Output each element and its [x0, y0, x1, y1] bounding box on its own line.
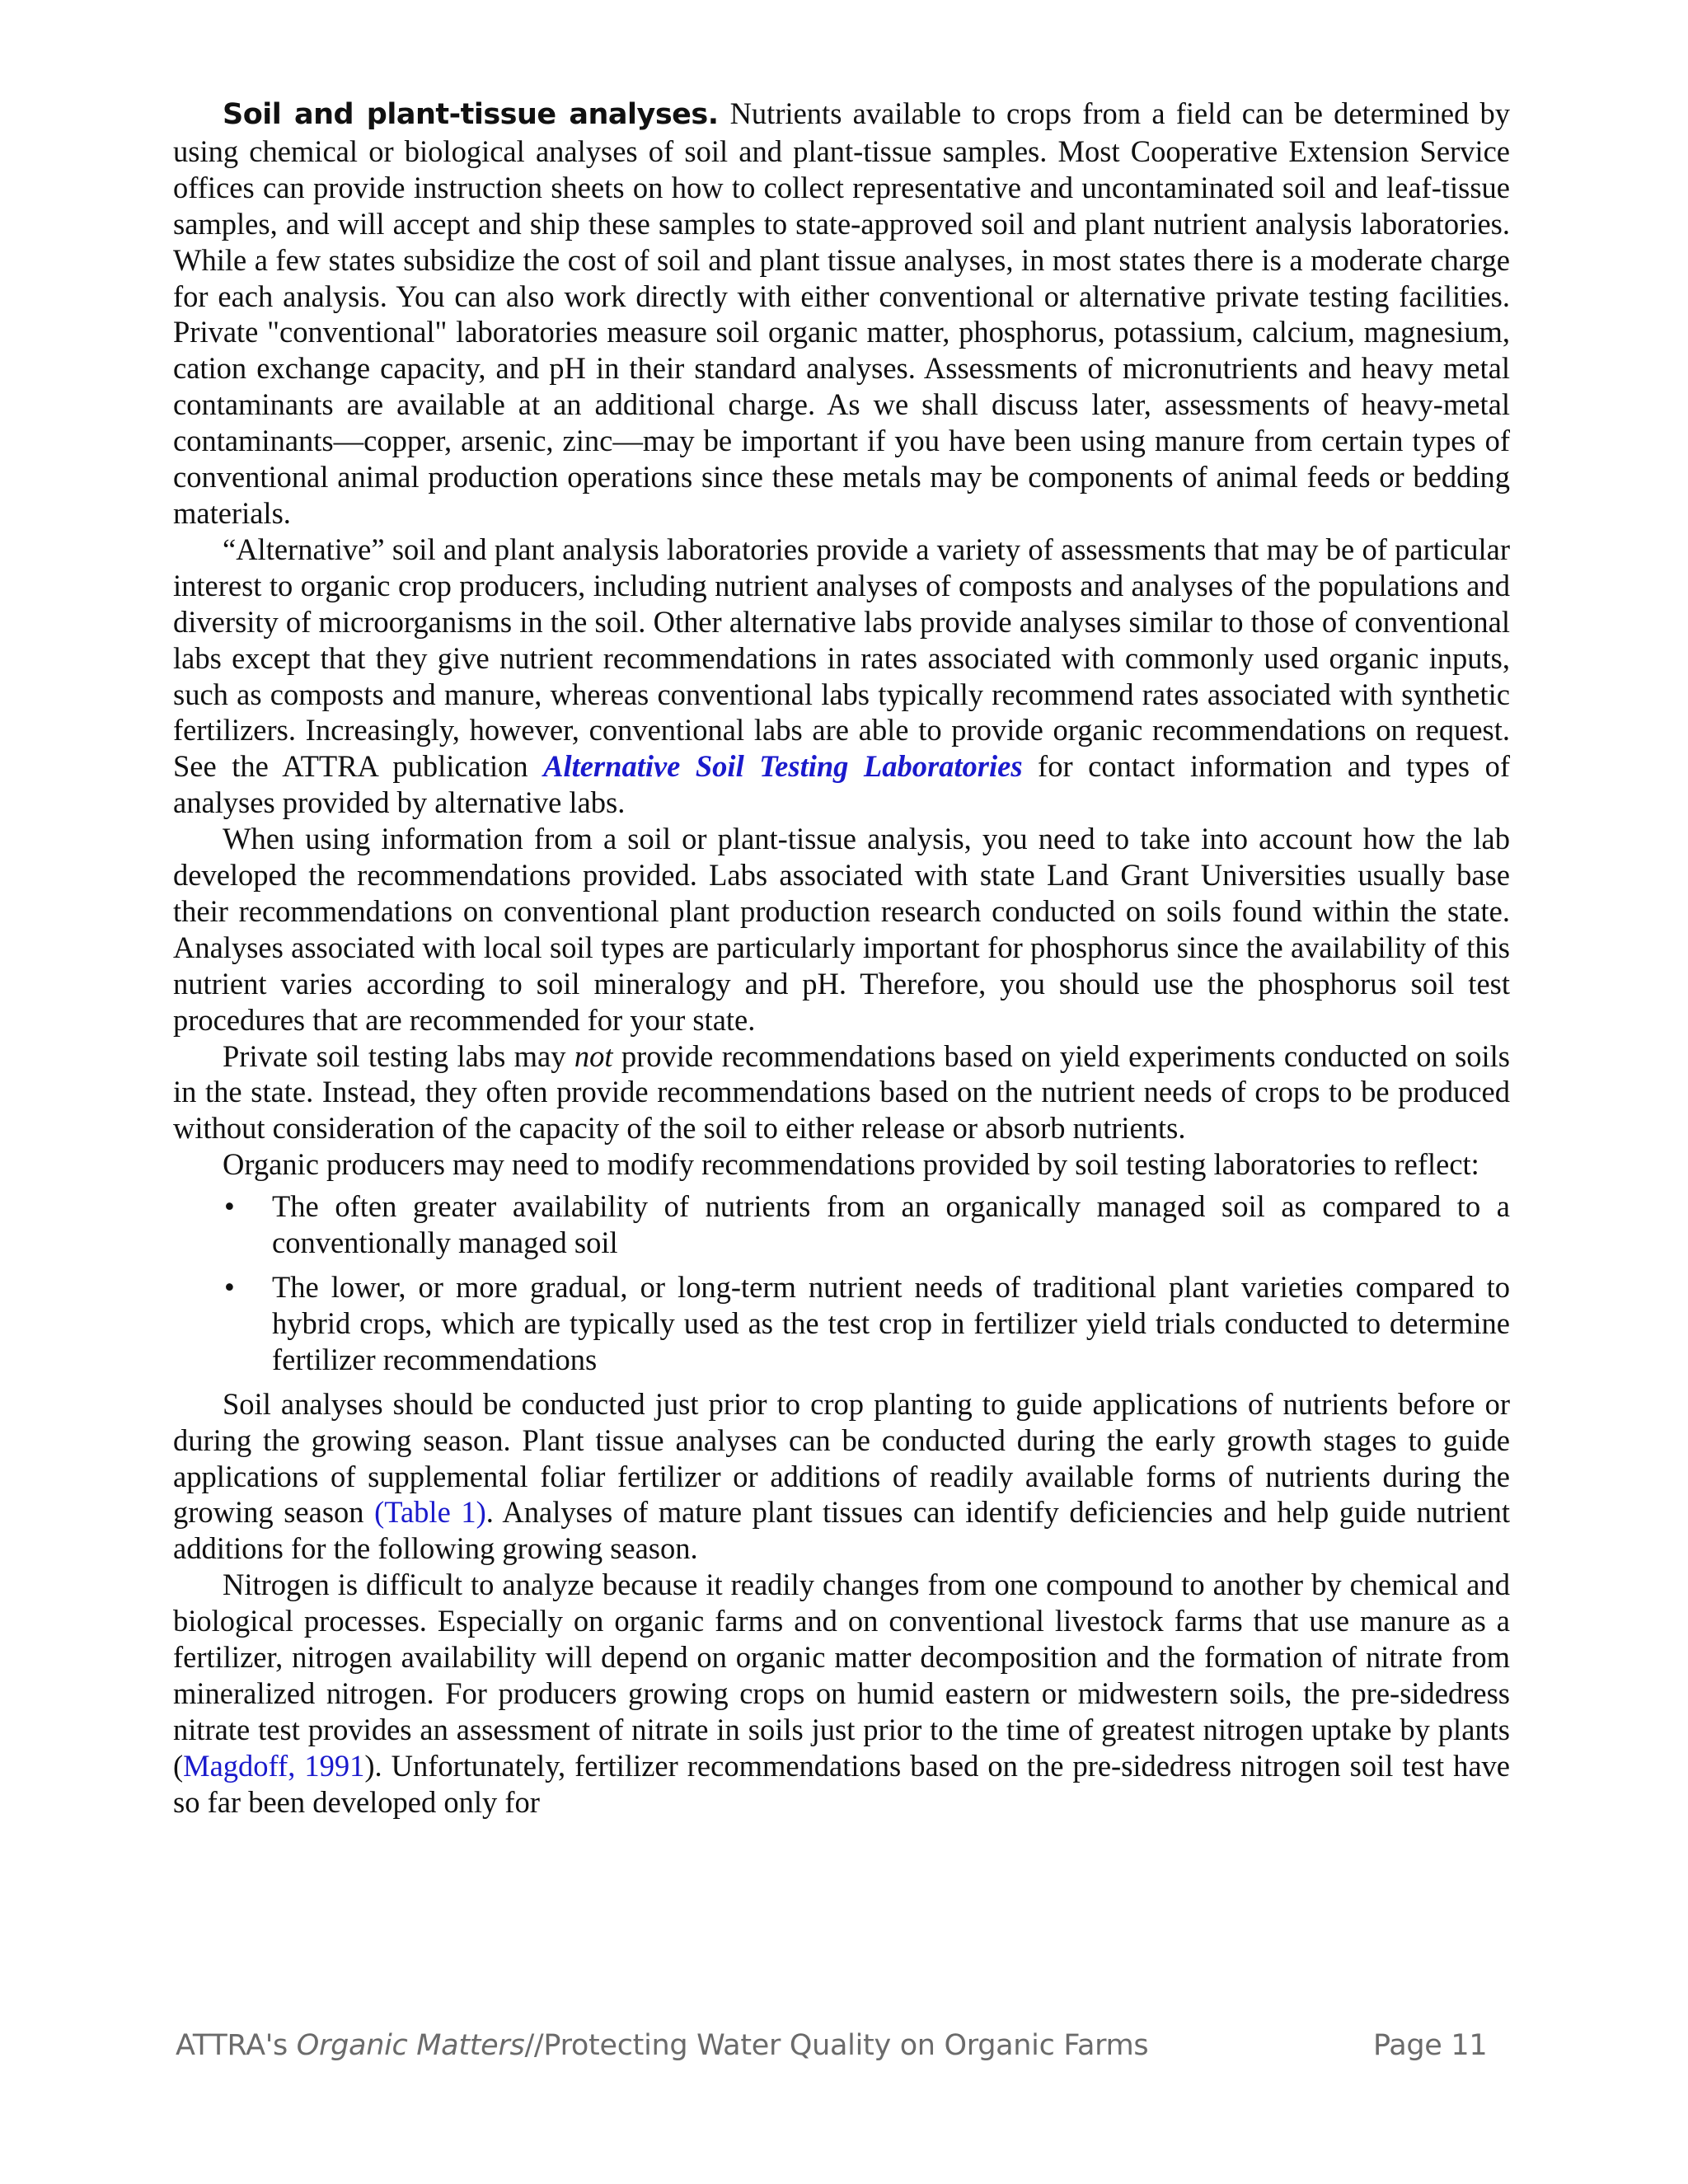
paragraph-lab-recommendations	[173, 821, 1510, 1038]
bullet-text: The often greater availability of nutrients from an organically managed soil as compared to a conventionally managed soil	[272, 1189, 1510, 1260]
bullet-text: The lower, or more gradual, or long-term nutrient needs of traditional plant varieties compared to hybrid crops, which are typically used as the test crop in fertilizer yield trials conducted to determine fertilizer recommendations	[272, 1270, 1510, 1376]
paragraph-private-labs	[173, 1038, 1510, 1147]
page-number: Page 11	[1373, 2029, 1488, 2062]
paragraph-organic-producers	[173, 1146, 1510, 1183]
paragraph-text: Private soil testing labs may	[223, 1038, 574, 1073]
paragraph-text: . Analyses of mature plant tissues can identify deficiencies and help guide nutrient additions for the following growing season.	[173, 1495, 1510, 1566]
footer-title	[176, 2029, 1148, 2062]
bullet-item	[173, 1188, 1510, 1261]
section-heading: Soil and plant-tissue analyses.	[223, 98, 719, 131]
table-1-link[interactable]: (Table 1)	[374, 1495, 486, 1530]
footer-title-italic: Organic Matters	[296, 2029, 525, 2062]
paragraph-text: Soil analyses should be conducted just prior to crop planting to guide applications of nutrients before or during the growing season. Plant tissue analyses can be conducted during the early growth stages to guide applications of supplemental foliar fertilizer or additions of readily available forms of nutrients during the growing season	[173, 1386, 1510, 1530]
paragraph-soil-analyses-timing	[173, 1386, 1510, 1568]
document-body	[173, 96, 1510, 1821]
paragraph-alternative-labs	[173, 532, 1510, 821]
bullet-mark: •	[224, 1270, 235, 1304]
paragraph-text: ). Unfortunately, fertilizer recommendations based on the pre-sidedress nitrogen soil test have so far been developed only for	[173, 1748, 1510, 1819]
paragraph-text: Nutrients available to crops from a field can be determined by using chemical or biological analyses of soil and plant-tissue samples. Most Cooperative Extension Service offices can provide instruction sheets on how to collect representative and uncontaminated soil and leaf-tissue samples, and will accept and ship these samples to state-approved soil and plant nutrient analysis laboratories. While a few states subsidize the cost of soil and plant tissue analyses, in most states there is a moderate charge for each analysis. You can also work directly with either conventional or alternative private testing facilities. Private "conventional" laboratories measure soil organic matter, phosphorus, potassium, calcium, magnesium, cation exchange capacity, and pH in their standard analyses. Assessments of micronutrients and heavy metal contaminants are available at an additional charge. As we shall discuss later, assessments of heavy-metal contaminants—copper, arsenic, zinc—may be important if you have been using manure from certain types of conventional animal production operations since these metals may be components of animal feeds or bedding materials.	[173, 96, 1510, 530]
bullet-mark: •	[224, 1189, 235, 1224]
paragraph-text: for contact information and types of analyses provided by alternative labs.	[173, 749, 1510, 820]
bullet-item	[173, 1269, 1510, 1378]
paragraph-text: When using information from a soil or plant-tissue analysis, you need to take into account how the lab developed the recommendations provided. Labs associated with state Land Grant Universities usually base their recommendations on conventional plant production research conducted on soils found within the state. Analyses associated with local soil types are particularly important for phosphorus since the availability of this nutrient varies according to soil mineralogy and pH. Therefore, you should use the phosphorus soil test procedures that are recommended for your state.	[173, 822, 1510, 1037]
emphasis-not: not	[574, 1038, 613, 1073]
bullet-list	[173, 1188, 1510, 1378]
paragraph-soil-analyses-intro	[173, 96, 1510, 532]
paragraph-text: Organic producers may need to modify recommendations provided by soil testing laboratories to reflect:	[223, 1147, 1479, 1182]
footer-suffix: //Protecting Water Quality on Organic Farms	[524, 2029, 1149, 2062]
footer-prefix: ATTRA's	[176, 2029, 297, 2062]
alternative-soil-testing-labs-link[interactable]: Alternative Soil Testing Laboratories	[543, 749, 1023, 784]
paragraph-nitrogen	[173, 1567, 1510, 1820]
paragraph-text: Nitrogen is difficult to analyze because it readily changes from one compound to another by chemical and biological processes. Especially on organic farms and on conventional livestock farms that use manure as a fertilizer, nitrogen availability will depend on organic matter decomposition and the formation of nitrate from mineralized nitrogen. For producers growing crops on humid eastern or midwestern soils, the pre-sidedress nitrate test provides an assessment of nitrate in soils just prior to the time of greatest nitrogen uptake by plants (	[173, 1568, 1510, 1783]
paragraph-text: provide recommendations based on yield experiments conducted on soils in the state. Instead, they often provide recommendations based on the nutrient needs of crops to be produced without consideration of the capacity of the soil to either release or absorb nutrients.	[173, 1038, 1511, 1146]
paragraph-text: “Alternative” soil and plant analysis laboratories provide a variety of assessments that may be of particular interest to organic crop producers, including nutrient analyses of composts and analyses of the populations and diversity of microorganisms in the soil. Other alternative labs provide analyses similar to those of conventional labs except that they give nutrient recommendations in rates associated with commonly used organic inputs, such as composts and manure, whereas conventional labs typically recommend rates associated with synthetic fertilizers. Increasingly, however, conventional labs are able to provide organic recommendations on request. See the ATTRA publication	[173, 532, 1510, 784]
magdoff-1991-link[interactable]: Magdoff, 1991	[183, 1748, 365, 1783]
